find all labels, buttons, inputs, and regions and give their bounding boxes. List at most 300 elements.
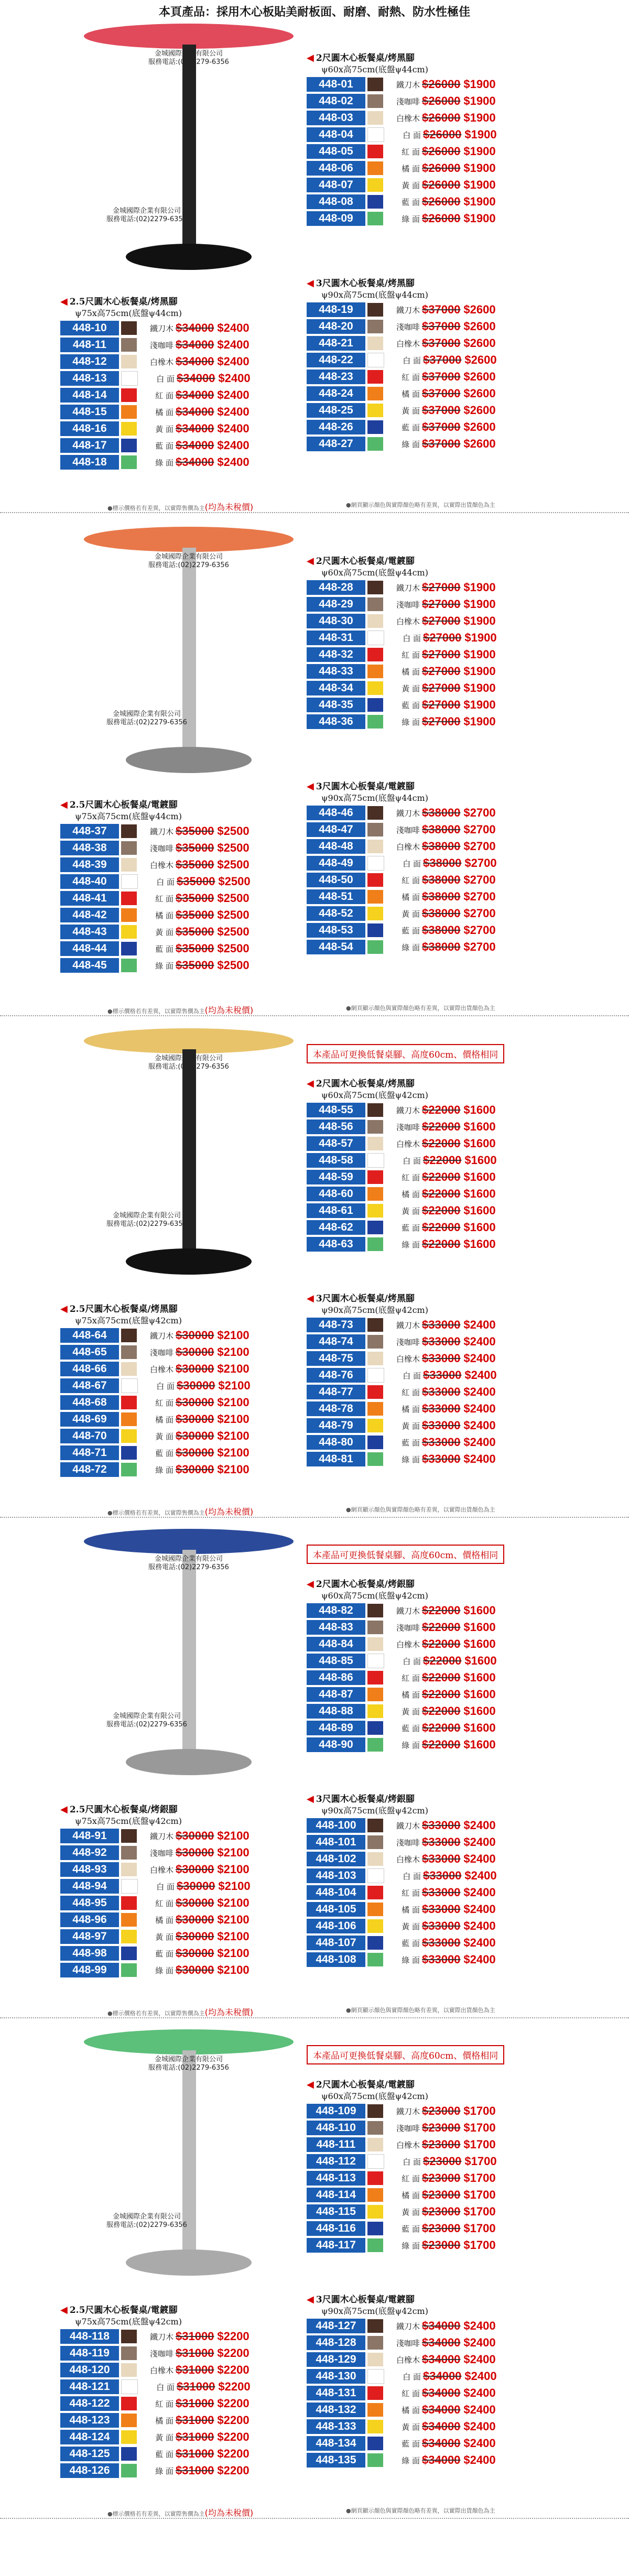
product-code: 448-135 [307, 2453, 365, 2468]
group-heading [60, 2305, 291, 2328]
product-row[interactable] [307, 855, 537, 871]
product-row[interactable] [307, 1720, 537, 1736]
product-section [0, 2029, 629, 2532]
product-row[interactable] [307, 160, 537, 176]
arrow-icon: ◀ [307, 52, 314, 63]
arrow-icon: ◀ [307, 556, 314, 567]
color-swatch [367, 907, 383, 920]
sale-price: $2700 [463, 873, 496, 886]
product-row[interactable] [60, 874, 291, 889]
color-name: 鐵刀木 [396, 808, 420, 818]
product-row[interactable] [307, 1136, 537, 1151]
original-price: $33000 [422, 1835, 461, 1849]
product-row[interactable] [307, 2187, 537, 2203]
product-row[interactable] [307, 1901, 537, 1917]
color-name: 淺咖啡 [396, 2338, 420, 2348]
product-row[interactable] [307, 1102, 537, 1118]
sale-price: $2200 [217, 2397, 250, 2410]
color-swatch [367, 320, 383, 333]
product-code: 448-108 [307, 1952, 365, 1967]
product-row[interactable] [307, 2436, 537, 2451]
product-row[interactable] [307, 1451, 537, 1467]
product-row[interactable] [307, 352, 537, 368]
product-row[interactable] [307, 1885, 537, 1900]
sale-price: $2500 [217, 841, 250, 854]
company-stamp [89, 1712, 204, 1729]
product-row[interactable] [307, 2103, 537, 2119]
product-row[interactable] [307, 194, 537, 210]
group-size: ψ60x高75cm(底盤ψ42cm) [321, 2091, 428, 2101]
product-row[interactable] [307, 1737, 537, 1753]
product-row[interactable] [307, 2452, 537, 2468]
color-name: 藍 面 [155, 441, 173, 451]
color-swatch [121, 959, 137, 972]
product-code: 448-84 [307, 1637, 365, 1651]
product-code: 448-48 [307, 839, 365, 854]
original-price: $30000 [177, 1379, 215, 1392]
product-row[interactable] [307, 335, 537, 351]
product-row[interactable] [307, 1334, 537, 1350]
original-price: $26000 [422, 78, 461, 91]
product-row[interactable] [307, 436, 537, 452]
color-swatch [367, 1936, 383, 1950]
color-swatch [367, 2353, 383, 2366]
color-swatch [367, 2171, 383, 2185]
color-name: 橘 面 [155, 910, 173, 920]
company-stamp [131, 50, 246, 67]
color-name: 黃 面 [402, 1421, 420, 1431]
color-name: 白 面 [403, 355, 421, 365]
company-stamp [131, 1055, 246, 1071]
product-row[interactable] [307, 2170, 537, 2186]
product-row[interactable] [307, 2335, 537, 2351]
product-row[interactable] [60, 1395, 291, 1410]
color-swatch [367, 581, 383, 594]
color-name: 白橡木 [396, 616, 420, 626]
product-row[interactable] [60, 2463, 291, 2479]
product-row[interactable] [307, 1119, 537, 1135]
color-name: 綠 面 [402, 1740, 420, 1750]
sale-price: $2400 [463, 1886, 496, 1899]
product-row[interactable] [307, 2204, 537, 2220]
product-code: 448-78 [307, 1401, 365, 1416]
original-price: $30000 [176, 1329, 214, 1342]
color-name: 橘 面 [402, 1404, 420, 1414]
product-row[interactable] [307, 613, 537, 629]
original-price: $35000 [176, 959, 214, 972]
product-row[interactable] [60, 2379, 291, 2395]
product-row[interactable] [307, 1636, 537, 1652]
sale-price: $1600 [463, 1671, 496, 1684]
sale-price: $2200 [217, 2330, 250, 2343]
group-name: 2尺圓木心板餐桌/電鍍腳 [316, 556, 415, 567]
product-row[interactable] [60, 2362, 291, 2378]
product-row[interactable] [60, 404, 291, 420]
product-row[interactable] [307, 922, 537, 938]
product-row[interactable] [307, 647, 537, 662]
original-price: $34000 [176, 455, 214, 469]
product-row[interactable] [307, 2385, 537, 2401]
sale-price: $2400 [463, 1419, 496, 1432]
sale-price: $2100 [217, 1913, 250, 1926]
product-row[interactable] [60, 1945, 291, 1961]
product-code: 448-81 [307, 1452, 365, 1466]
product-row[interactable] [60, 1378, 291, 1394]
color-name: 橘 面 [402, 1690, 420, 1700]
product-row[interactable] [60, 337, 291, 353]
table-image [79, 24, 299, 275]
product-code: 448-71 [60, 1445, 119, 1460]
product-row[interactable] [307, 2221, 537, 2236]
color-swatch [121, 1913, 137, 1927]
product-row[interactable] [307, 939, 537, 955]
product-row[interactable] [307, 144, 537, 159]
color-name: 鐵刀木 [396, 1606, 420, 1616]
color-name: 白 面 [403, 1156, 421, 1166]
product-row[interactable] [307, 1236, 537, 1252]
color-note: ●網頁顯示顏色與實際顏色略有差異，以實際出貨顏色為主 [346, 502, 495, 508]
sale-price: $2100 [217, 1429, 250, 1442]
sale-price: $1900 [463, 94, 496, 107]
product-code: 448-66 [60, 1362, 119, 1376]
product-row[interactable] [307, 1220, 537, 1235]
sale-price: $2200 [217, 2346, 250, 2360]
original-price: $33000 [422, 1318, 461, 1331]
product-row[interactable] [60, 387, 291, 403]
stamp-phone: 服務電話:(02)2279-6356 [148, 1063, 229, 1071]
product-row[interactable] [60, 320, 291, 336]
product-row[interactable] [60, 2446, 291, 2462]
product-row[interactable] [60, 958, 291, 973]
color-name: 紅 面 [402, 147, 420, 157]
product-code: 448-25 [307, 403, 365, 418]
product-code: 448-10 [60, 321, 119, 335]
product-row[interactable] [60, 371, 291, 386]
product-row[interactable] [307, 2419, 537, 2434]
color-swatch [367, 387, 383, 400]
color-swatch [121, 1378, 138, 1393]
sale-price: $2100 [217, 1963, 250, 1976]
product-row[interactable] [307, 1851, 537, 1867]
sale-price: $2600 [463, 303, 496, 316]
product-row[interactable] [307, 177, 537, 193]
sale-price: $1600 [463, 1137, 496, 1150]
product-code: 448-89 [307, 1721, 365, 1735]
product-row[interactable] [60, 1411, 291, 1427]
product-row[interactable] [60, 438, 291, 453]
product-row[interactable] [307, 889, 537, 905]
product-row[interactable] [307, 1818, 537, 1833]
product-row[interactable] [307, 1153, 537, 1168]
sale-price: $1900 [463, 665, 496, 678]
product-row[interactable] [60, 2345, 291, 2361]
color-name: 綠 面 [155, 1965, 173, 1975]
product-row[interactable] [307, 1317, 537, 1333]
color-swatch [367, 178, 383, 192]
sale-price: $1600 [463, 1688, 496, 1701]
original-price: $30000 [176, 1930, 214, 1943]
original-price: $34000 [176, 405, 214, 418]
stamp-company: 金城國際企業有限公司 [112, 2213, 181, 2221]
product-row[interactable] [307, 1670, 537, 1686]
product-row[interactable] [60, 2329, 291, 2344]
color-swatch [367, 370, 383, 384]
color-swatch [367, 1237, 383, 1251]
product-row[interactable] [307, 1351, 537, 1366]
sale-price: $2200 [217, 2447, 250, 2460]
product-row[interactable] [60, 857, 291, 873]
product-row[interactable] [307, 580, 537, 595]
product-row[interactable] [307, 630, 537, 646]
color-swatch [367, 336, 383, 350]
original-price: $37000 [422, 320, 461, 333]
product-row[interactable] [60, 907, 291, 923]
color-swatch [367, 1637, 383, 1651]
product-row[interactable] [307, 839, 537, 854]
sale-price: $2400 [463, 1819, 496, 1832]
product-row[interactable] [307, 2120, 537, 2136]
product-row[interactable] [60, 2396, 291, 2411]
stamp-phone: 服務電話:(02)2279-6356 [148, 58, 229, 66]
product-row[interactable] [307, 127, 537, 143]
page-title: 本頁產品：採用木心板貼美耐板面、耐磨、耐熱、防水性極佳 [158, 5, 470, 19]
color-swatch [367, 1153, 384, 1168]
product-row[interactable] [307, 2368, 537, 2384]
product-row[interactable] [307, 2318, 537, 2334]
sale-price: $2500 [218, 875, 251, 888]
color-name: 藍 面 [402, 1723, 420, 1733]
product-row[interactable] [307, 211, 537, 226]
product-row[interactable] [60, 941, 291, 957]
sale-price: $1600 [463, 1120, 496, 1133]
color-name: 藍 面 [155, 1949, 173, 1959]
product-row[interactable] [60, 1845, 291, 1861]
original-price: $33000 [422, 1452, 461, 1465]
color-name: 橘 面 [155, 407, 173, 417]
product-row[interactable] [307, 1703, 537, 1719]
color-name: 橘 面 [402, 2190, 420, 2200]
color-name: 紅 面 [155, 894, 173, 904]
product-row[interactable] [307, 319, 537, 334]
product-row[interactable] [60, 2429, 291, 2445]
product-row[interactable] [307, 369, 537, 385]
product-code: 448-130 [307, 2369, 365, 2384]
color-swatch [367, 195, 383, 209]
product-row[interactable] [307, 805, 537, 821]
product-row[interactable] [60, 890, 291, 906]
product-code: 448-70 [60, 1429, 119, 1443]
product-row[interactable] [307, 1203, 537, 1219]
original-price: $33000 [422, 1385, 461, 1398]
sale-price: $2400 [217, 355, 250, 368]
color-name: 白橡木 [396, 1354, 420, 1364]
color-swatch [121, 1345, 137, 1359]
product-row[interactable] [60, 823, 291, 839]
original-price: $35000 [176, 908, 214, 921]
product-row[interactable] [307, 680, 537, 696]
stamp-company: 金城國際企業有限公司 [112, 710, 181, 718]
product-row[interactable] [307, 714, 537, 730]
product-row[interactable] [307, 1384, 537, 1400]
product-row[interactable] [307, 1169, 537, 1185]
product-row[interactable] [307, 1619, 537, 1635]
product-row[interactable] [60, 840, 291, 856]
product-code: 448-79 [307, 1418, 365, 1433]
product-group [60, 1804, 291, 1978]
product-code: 448-102 [307, 1852, 365, 1866]
product-code: 448-50 [307, 873, 365, 887]
original-price: $30000 [176, 1412, 214, 1426]
product-row[interactable] [307, 2402, 537, 2418]
sale-price: $2400 [463, 1352, 496, 1365]
product-code: 448-03 [307, 111, 365, 125]
color-swatch [121, 925, 137, 939]
product-row[interactable] [307, 110, 537, 126]
product-row[interactable] [307, 2237, 537, 2253]
product-row[interactable] [307, 2154, 537, 2169]
product-code: 448-88 [307, 1704, 365, 1719]
original-price: $22000 [422, 1688, 461, 1701]
product-row[interactable] [307, 697, 537, 713]
product-row[interactable] [60, 924, 291, 940]
product-row[interactable] [60, 1862, 291, 1877]
product-row[interactable] [60, 1929, 291, 1944]
product-row[interactable] [307, 386, 537, 401]
original-price: $26000 [422, 195, 461, 208]
product-row[interactable] [307, 2137, 537, 2153]
product-row[interactable] [307, 2352, 537, 2367]
product-row[interactable] [307, 1367, 537, 1383]
original-price: $38000 [423, 856, 462, 869]
color-name: 藍 面 [402, 2224, 420, 2234]
product-row[interactable] [307, 1868, 537, 1884]
color-swatch [367, 1318, 383, 1332]
color-name: 淺咖啡 [396, 600, 420, 610]
product-row[interactable] [60, 1445, 291, 1461]
product-row[interactable] [60, 1344, 291, 1360]
color-name: 白 面 [156, 374, 175, 384]
sale-price: $2400 [217, 338, 250, 351]
original-price: $35000 [176, 925, 214, 938]
original-price: $38000 [422, 806, 461, 819]
product-row[interactable] [307, 419, 537, 435]
product-code: 448-23 [307, 369, 365, 384]
color-swatch [367, 1704, 383, 1718]
product-code: 448-82 [307, 1603, 365, 1618]
product-row[interactable] [307, 596, 537, 612]
product-code: 448-46 [307, 806, 365, 820]
product-row[interactable] [60, 1328, 291, 1343]
product-row[interactable] [307, 1418, 537, 1433]
product-row[interactable] [307, 1401, 537, 1417]
color-name: 橘 面 [402, 892, 420, 902]
product-row[interactable] [307, 1434, 537, 1450]
product-code: 448-74 [307, 1334, 365, 1349]
product-code: 448-58 [307, 1153, 365, 1168]
product-row[interactable] [60, 1361, 291, 1377]
sale-price: $2100 [217, 1846, 250, 1859]
original-price: $23000 [422, 2171, 461, 2184]
product-group [60, 2305, 291, 2479]
product-row[interactable] [307, 1603, 537, 1618]
sale-price: $1600 [463, 1637, 496, 1650]
product-row[interactable] [60, 2412, 291, 2428]
product-row[interactable] [60, 1895, 291, 1911]
original-price: $23000 [422, 2188, 461, 2201]
product-row[interactable] [307, 1834, 537, 1850]
product-group [60, 799, 291, 973]
color-name: 橘 面 [402, 667, 420, 677]
color-name: 黃 面 [402, 1206, 420, 1216]
product-row[interactable] [60, 1912, 291, 1928]
sale-price: $2400 [463, 2437, 496, 2450]
color-swatch [367, 1103, 383, 1117]
original-price: $33000 [422, 1886, 461, 1899]
product-row[interactable] [307, 1186, 537, 1202]
color-swatch [121, 858, 137, 872]
product-row[interactable] [307, 906, 537, 921]
product-row[interactable] [307, 1935, 537, 1951]
product-row[interactable] [307, 302, 537, 318]
product-code: 448-101 [307, 1835, 365, 1850]
original-price: $34000 [422, 2386, 461, 2399]
product-row[interactable] [307, 93, 537, 109]
product-row[interactable] [307, 1653, 537, 1669]
group-name: 3尺圓木心板餐桌/烤黑腳 [316, 278, 415, 289]
original-price: $35000 [176, 892, 214, 905]
product-row[interactable] [60, 454, 291, 470]
product-row[interactable] [307, 77, 537, 92]
product-row[interactable] [307, 822, 537, 838]
product-row[interactable] [307, 1918, 537, 1934]
product-row[interactable] [60, 421, 291, 437]
product-row[interactable] [60, 1428, 291, 1444]
original-price: $35000 [177, 875, 215, 888]
sale-price: $1900 [463, 681, 496, 694]
product-row[interactable] [307, 1687, 537, 1702]
color-swatch [121, 1429, 137, 1443]
product-row[interactable] [60, 1462, 291, 1477]
product-row[interactable] [307, 872, 537, 888]
sale-price: $2700 [463, 890, 496, 903]
product-row[interactable] [60, 1828, 291, 1844]
product-code: 448-53 [307, 923, 365, 938]
product-row[interactable] [60, 1878, 291, 1894]
product-row[interactable] [307, 664, 537, 679]
product-row[interactable] [60, 1962, 291, 1978]
original-price: $37000 [422, 404, 461, 417]
product-row[interactable] [307, 403, 537, 418]
color-name: 黃 面 [155, 927, 173, 937]
group-heading [307, 1293, 537, 1316]
sale-price: $2400 [464, 2370, 497, 2383]
arrow-icon: ◀ [60, 1303, 68, 1314]
color-name: 淺咖啡 [396, 96, 420, 106]
product-code: 448-15 [60, 405, 119, 419]
product-code: 448-52 [307, 906, 365, 921]
color-name: 白橡木 [396, 1639, 420, 1649]
group-size: ψ75x高75cm(底盤ψ44cm) [75, 308, 182, 318]
original-price: $22000 [422, 1738, 461, 1751]
product-row[interactable] [307, 1952, 537, 1968]
stamp-phone: 服務電話:(02)2279-6356 [106, 215, 187, 223]
product-row[interactable] [60, 354, 291, 369]
product-code: 448-20 [307, 319, 365, 334]
sale-price: $1900 [464, 631, 497, 644]
color-name: 綠 面 [402, 717, 420, 727]
color-swatch [121, 1863, 137, 1876]
product-code: 448-29 [307, 597, 365, 612]
